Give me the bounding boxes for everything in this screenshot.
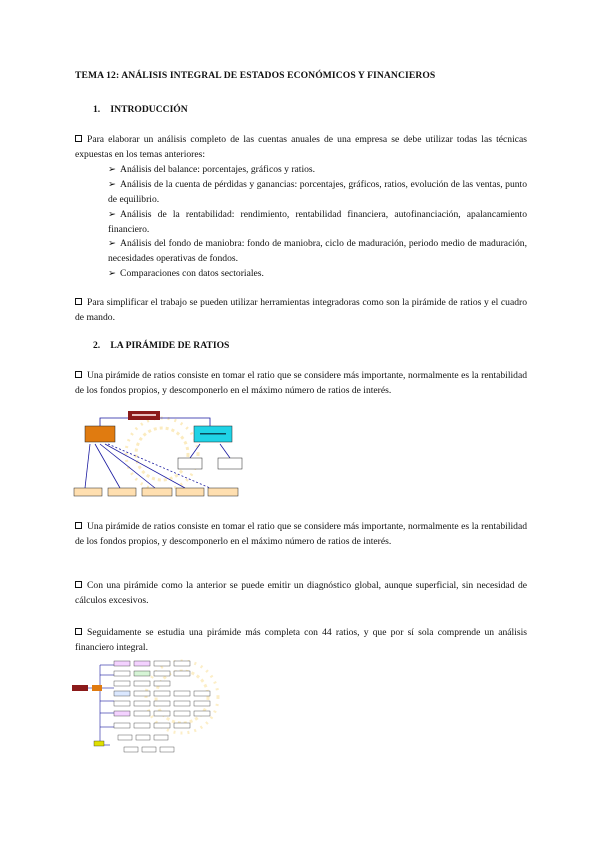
pyramid-paragraph-2 <box>75 519 527 549</box>
arrow-bullet-icon: ➢ <box>108 164 117 175</box>
pyramid-leaf-box <box>208 488 238 496</box>
tools-paragraph-text: Para simplificar el trabajo se pueden utilizar herramientas integradoras como son la pirámide de ratios y el cuadro de mando. <box>75 297 527 323</box>
list-item-text: Análisis de la rentabilidad: rendimiento, rentabilidad financiera, autofinanciación, apalancamiento financiero. <box>108 209 527 235</box>
list-item-text: Análisis del balance: porcentajes, gráficos y ratios. <box>120 164 316 175</box>
pyramid-leaf-box <box>142 488 172 496</box>
list-item <box>108 207 527 237</box>
connector-lines <box>86 665 114 745</box>
pyramid-paragraph-1 <box>75 368 527 398</box>
pyramid-leaf-box <box>176 488 204 496</box>
checkbox-bullet-icon <box>75 135 82 142</box>
checkbox-bullet-icon <box>75 628 82 635</box>
document-title: TEMA 12: ANÁLISIS INTEGRAL DE ESTADOS ECONÓMICOS Y FINANCIEROS <box>75 70 436 81</box>
pyramid-node-box <box>218 458 242 469</box>
complete-pyramid-paragraph <box>75 625 527 655</box>
pyramid-node-box <box>178 458 202 469</box>
checkbox-bullet-icon <box>75 522 82 529</box>
arrow-bullet-icon: ➢ <box>108 209 117 220</box>
diagnosis-paragraph <box>75 578 527 608</box>
section-1-heading <box>93 104 188 115</box>
section-1-number: 1. <box>93 104 101 115</box>
list-item-text: Análisis de la cuenta de pérdidas y ganancias: porcentajes, gráficos, ratios, evolución de las ventas, punto de equilibrio. <box>108 179 527 205</box>
arrow-bullet-icon: ➢ <box>108 268 117 279</box>
checkbox-bullet-icon <box>75 298 82 305</box>
pyramid-leaf-box <box>74 488 102 496</box>
pyramid-leaf-box <box>108 488 136 496</box>
complete-pyramid-paragraph-text: Seguidamente se estudia una pirámide más completa con 44 ratios, y que por sí sola comprende un análisis financiero integral. <box>75 627 527 653</box>
diagnosis-paragraph-text: Con una pirámide como la anterior se puede emitir un diagnóstico global, aunque superficial, sin necesidad de cálculos excesivos. <box>75 580 527 606</box>
pyramid-root-box <box>72 685 88 691</box>
checkbox-bullet-icon <box>75 581 82 588</box>
section-2-heading <box>93 340 229 351</box>
list-item <box>108 236 527 266</box>
pyramid-node-box <box>92 685 102 691</box>
list-item <box>108 162 527 177</box>
checkbox-bullet-icon <box>75 371 82 378</box>
intro-paragraph-text: Para elaborar un análisis completo de las cuentas anuales de una empresa se debe utilizar todas las técnicas expuestas en los temas anteriores: <box>75 134 527 160</box>
section-2-number: 2. <box>93 340 101 351</box>
section-2-title: LA PIRÁMIDE DE RATIOS <box>110 340 230 351</box>
arrow-bullet-icon: ➢ <box>108 238 117 249</box>
watermark-sun-icon <box>126 418 198 490</box>
list-item <box>108 266 527 281</box>
list-item-text: Análisis del fondo de maniobra: fondo de maniobra, ciclo de maduración, periodo medio de maduración, necesidades operativas de fondos. <box>108 238 527 264</box>
list-item <box>108 177 527 207</box>
section-1-title: INTRODUCCIÓN <box>110 104 188 115</box>
arrow-bullet-icon: ➢ <box>108 179 117 190</box>
tools-paragraph <box>75 295 527 325</box>
complete-ratio-pyramid-diagram <box>70 655 230 755</box>
pyramid-left-box <box>85 426 115 442</box>
pyramid-paragraph-1-text: Una pirámide de ratios consiste en tomar el ratio que se considere más importante, normalmente es la rentabilidad de los fondos propios, y descomponerlo en el máximo número de ratios de interés. <box>75 370 527 396</box>
ratio-pyramid-diagram <box>70 408 250 500</box>
intro-paragraph <box>75 132 527 162</box>
pyramid-paragraph-2-text: Una pirámide de ratios consiste en tomar el ratio que se considere más importante, normalmente es la rentabilidad de los fondos propios, y descomponerlo en el máximo número de ratios de interés. <box>75 521 527 547</box>
list-item-text: Comparaciones con datos sectoriales. <box>120 268 264 279</box>
